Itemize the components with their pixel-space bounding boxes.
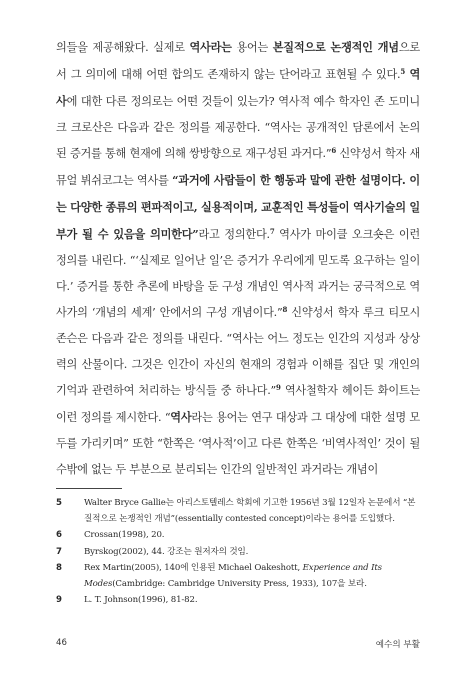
page-number: 46 xyxy=(56,638,67,648)
footnotes xyxy=(56,496,420,610)
text-run: 으로서 그 의미에 대해 어떤 합의도 존재하지 않는 단어라고 표현될 수 있다. xyxy=(56,41,420,81)
footnote-text xyxy=(84,561,420,592)
text-run: 라는 용어는 연구 대상과 그 대상에 대한 설명 모두를 가리키며” 또한 “한쪽은 ‘역사적’이고 다른 한쪽은 ‘비역사적인’ 것이 될 수밖에 없는 두 부분으로 분리되는 인간의 일반적인 과거라는 개념이 xyxy=(56,411,420,476)
footnote-ref[interactable]: 8 xyxy=(282,305,288,314)
footnote-ref[interactable]: 5 xyxy=(400,67,405,76)
footnote-text: Byrskog(2002), 44. 강조는 원저자의 것임. xyxy=(84,546,249,557)
footnote-ref[interactable]: 6 xyxy=(331,146,336,155)
footnote-text-part: Rex Martin(2005), 140에 인용된 Michael Oakeshott, xyxy=(84,563,303,573)
footnote-number: 6 xyxy=(56,530,62,540)
bold-term: 역사 xyxy=(170,410,192,424)
footnote xyxy=(56,545,420,561)
main-paragraph xyxy=(56,34,420,483)
text-run: 역사가 마이클 오크숏은 이런 정의를 내린다. “‘실제로 일어난 일’은 증거가 우리에게 믿도록 요구하는 일이다.’ 증거를 통한 추론에 바탕을 둔 구성 개념인 역사적 과거는 궁극적으로 역사가의 ‘개념의 세계’ 안에서의 구성 개념이다.” xyxy=(56,228,420,319)
book-title-italic: Experience and Its Modes xyxy=(84,563,382,589)
text-run: 신약성서 학자 루크 티모시 존슨은 다음과 같은 정의를 내린다. “역사는 어느 정도는 인간의 지성과 상상력의 산물이다. 그것은 인간이 자신의 현재의 경험과 이해를 집단 및 개인의 기억과 관련하여 처리하는 방식들 중 하나다.” xyxy=(56,306,420,397)
text-run: 의들을 제공해왔다. 실제로 xyxy=(56,41,190,54)
bold-term: 역사라는 xyxy=(189,40,232,54)
footnote xyxy=(56,593,420,609)
footnote-text-part: (Cambridge: Cambridge University Press, 1933), 107을 보라. xyxy=(112,578,367,589)
footnote xyxy=(56,496,420,527)
bold-quote: “과거에 사람들이 한 행동과 말에 관한 설명이다. 이는 다양한 종류의 편파적이고, 실용적이며, 교훈적인 특성들이 역사기술의 일부가 될 수 있음을 의미한다” xyxy=(56,173,420,241)
body-text xyxy=(56,34,420,483)
bold-term: 역사 xyxy=(56,67,420,108)
footnote xyxy=(56,561,420,592)
page-footer xyxy=(56,638,420,650)
footnote-number: 5 xyxy=(56,498,62,508)
footnote-number: 7 xyxy=(56,546,62,557)
footnote-text: Walter Bryce Gallie는 아리스토텔레스 학회에 기고한 1956년 3월 12일자 논문에서 “본질적으로 논쟁적인 개념”(essentially contested concept)이라는 용어를 도입했다. xyxy=(84,498,416,524)
footnote-number: 9 xyxy=(56,595,62,605)
text-run: 신약성서 학자 새뮤얼 뷔쉬코그는 역사를 xyxy=(56,147,421,187)
bold-term: 본질적으로 논쟁적인 개념 xyxy=(272,40,399,54)
text-run: 역사철학자 헤이든 화이트는 이런 정의를 제시한다. “ xyxy=(56,384,420,424)
footnote-text: Crossan(1998), 20. xyxy=(84,530,165,540)
text-run: 라고 정의한다. xyxy=(198,228,270,241)
running-title: 예수의 부활 xyxy=(375,640,420,650)
footnote-ref[interactable]: 9 xyxy=(275,383,281,392)
text-run: 용어는 xyxy=(231,41,273,54)
footnote-ref[interactable]: 7 xyxy=(269,227,275,236)
footnote xyxy=(56,528,420,544)
text-run: 에 대한 다른 정의로는 어떤 것들이 있는가? 역사적 예수 학자인 존 도미니크 크로산은 다음과 같은 정의를 제공한다. “역사는 공개적인 담론에서 논의된 증거를 통해 현재에 의해 쌍방향으로 재구성된 과거다.” xyxy=(56,95,420,160)
footnote-number: 8 xyxy=(56,563,62,573)
footnote-text: L. T. Johnson(1996), 81-82. xyxy=(84,595,198,605)
footnote-divider xyxy=(56,488,122,489)
